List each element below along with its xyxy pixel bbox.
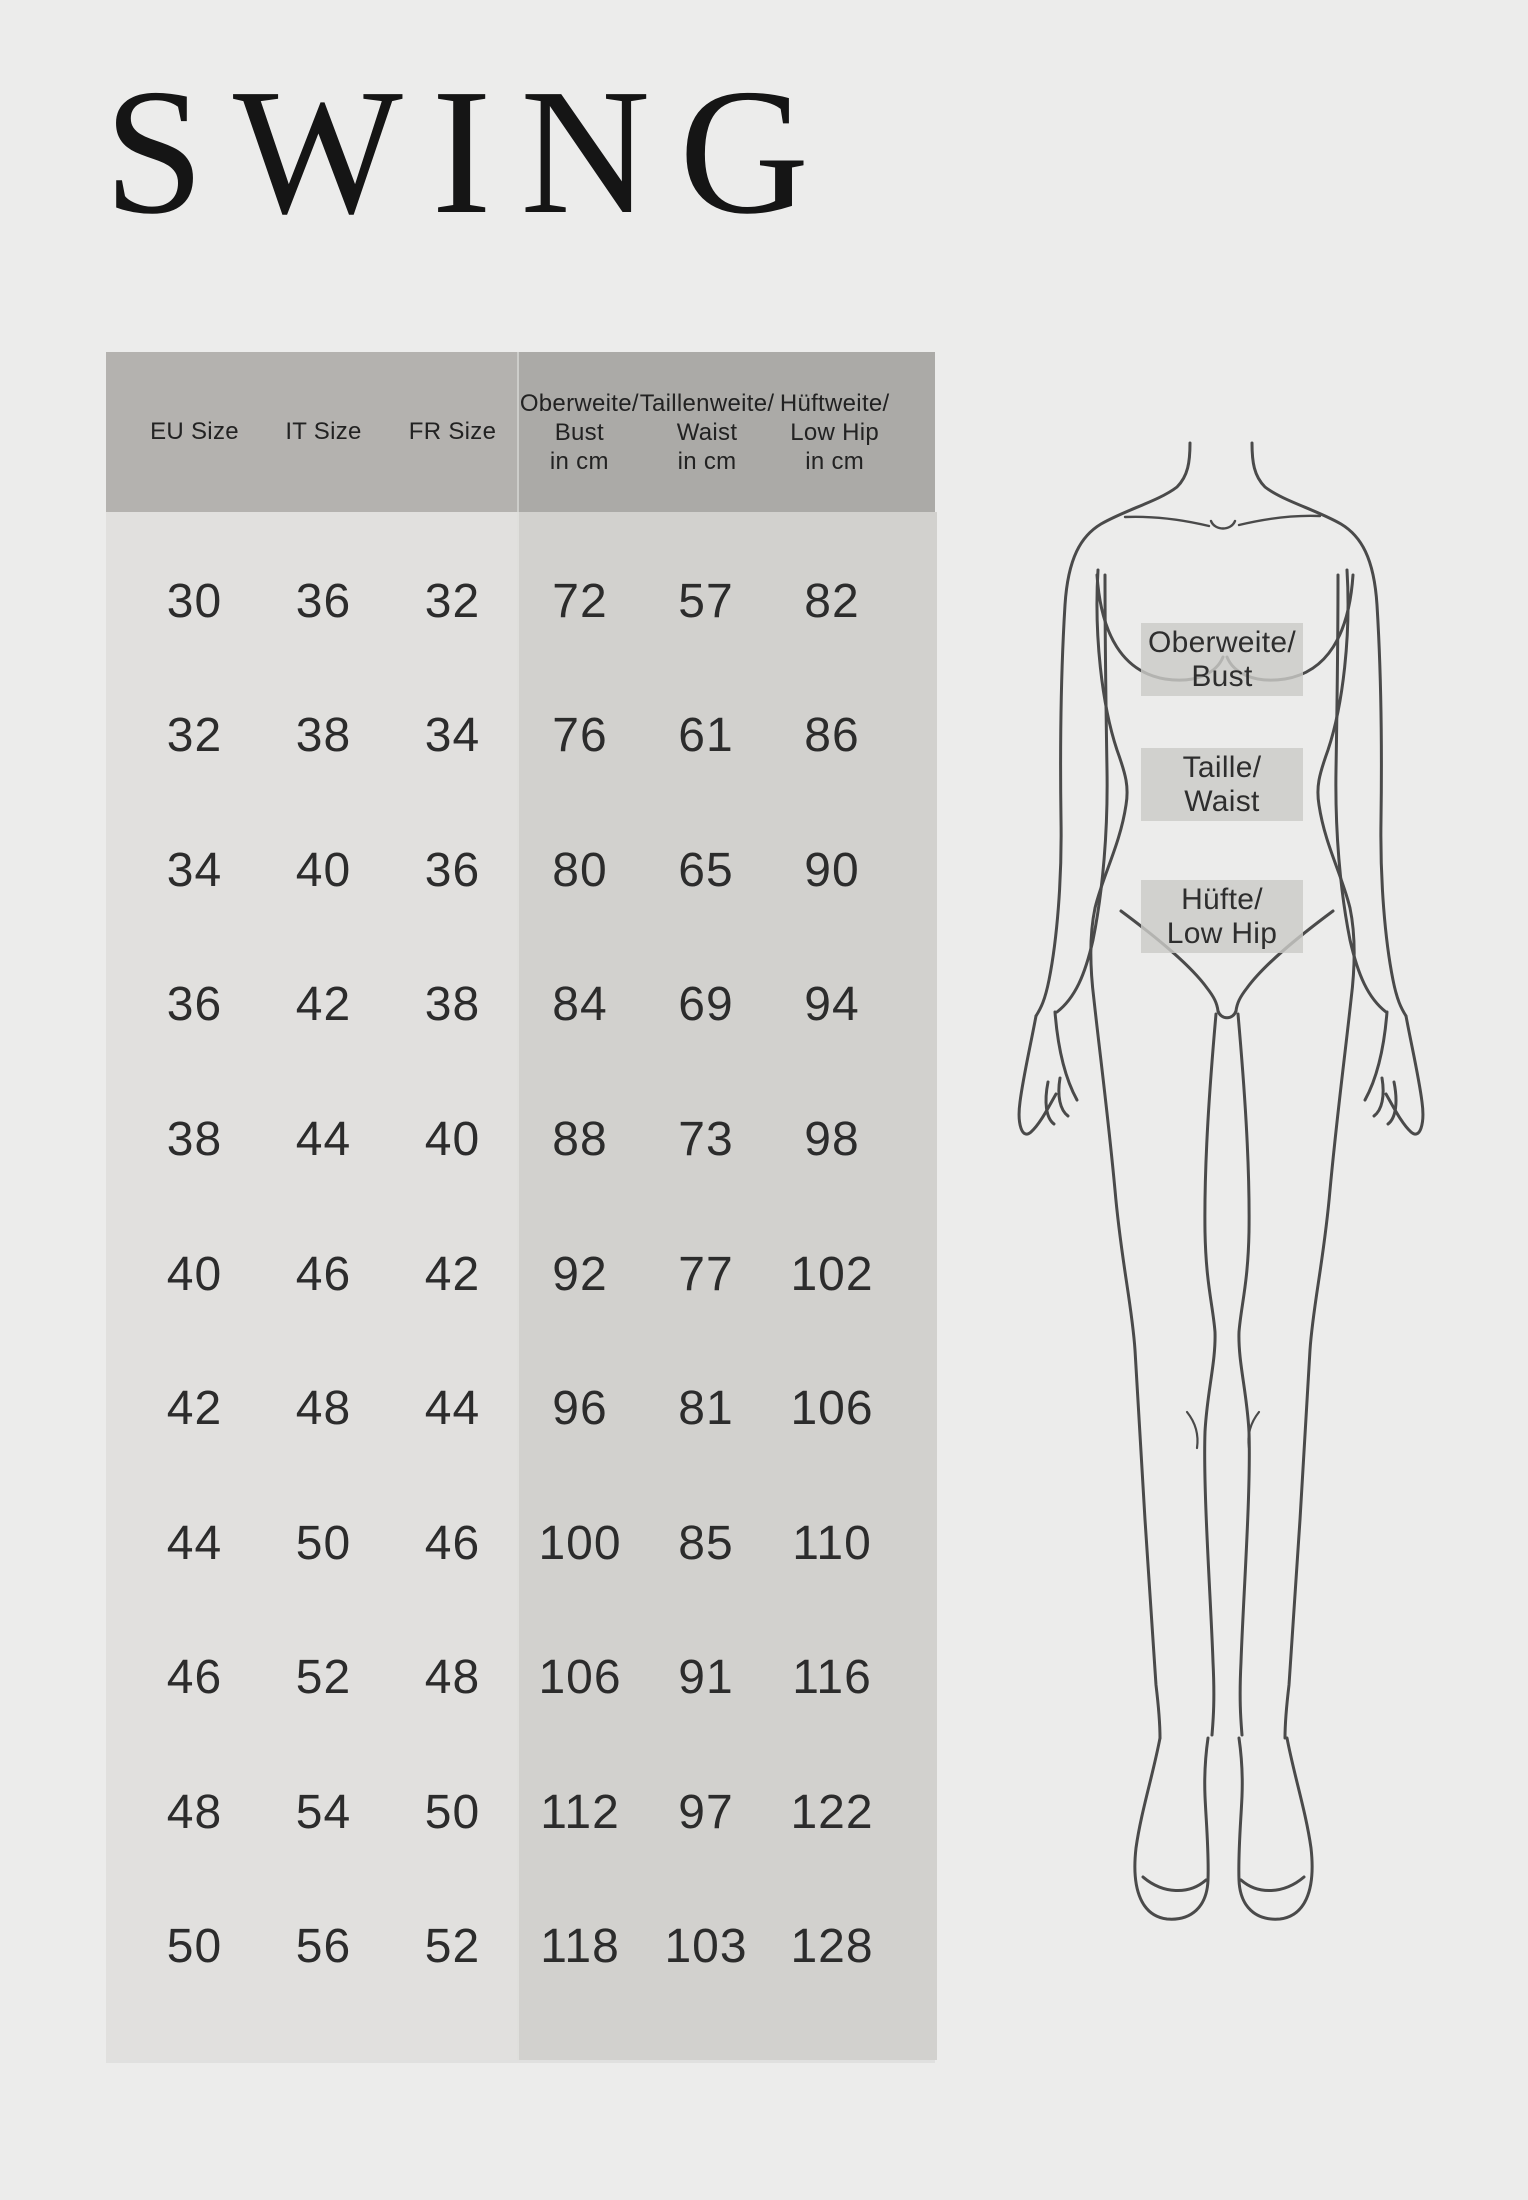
size-value-cell: 38 (295, 709, 352, 763)
column-header-waist-de: Taillenweite/ (639, 389, 775, 417)
figure-inner-leg-left (1205, 1014, 1216, 1735)
row-measurements-group (517, 534, 935, 669)
size-value-cell: 90 (804, 843, 860, 897)
row-sizes-group (106, 1476, 517, 1611)
size-value-cell: 98 (804, 1112, 860, 1166)
size-value-cell: 88 (552, 1112, 608, 1166)
figure-inner-leg-right (1238, 1014, 1249, 1735)
table-row (106, 1610, 935, 1745)
size-value-cell: 32 (166, 709, 223, 763)
column-header-eu-size: EU Size (150, 418, 239, 445)
size-value-cell: 34 (424, 709, 481, 763)
size-value-cell: 84 (552, 978, 608, 1032)
size-value-cell: 82 (804, 574, 860, 628)
size-value-cell: 69 (678, 978, 734, 1032)
row-sizes-group (106, 1879, 517, 2014)
row-sizes-group (106, 1207, 517, 1342)
table-body (106, 512, 935, 2060)
size-value-cell: 52 (424, 1920, 481, 1974)
size-value-cell: 44 (166, 1516, 223, 1570)
row-measurements-group (517, 1879, 935, 2014)
figure-neck-notch (1211, 521, 1235, 529)
brand-logo: SWING (104, 52, 838, 251)
size-value-cell: 122 (790, 1785, 874, 1839)
waist-label-de: Taille/ (1182, 750, 1262, 784)
header-group-sizes (106, 352, 517, 512)
row-sizes-group (106, 938, 517, 1073)
figure-torso-leg-outer-right (1285, 570, 1354, 1738)
size-value-cell: 106 (790, 1382, 874, 1436)
column-header-bust-de: Oberweite/ (519, 389, 639, 417)
size-value-cell: 40 (166, 1247, 223, 1301)
size-value-cell: 36 (295, 574, 352, 628)
size-value-cell: 40 (295, 843, 352, 897)
hip-label-de: Hüfte/ (1181, 882, 1263, 916)
column-header-low-hip-unit: in cm (805, 447, 865, 475)
size-value-cell: 57 (678, 574, 734, 628)
size-value-cell: 94 (804, 978, 860, 1032)
size-value-cell: 86 (804, 709, 860, 763)
size-value-cell: 106 (538, 1651, 622, 1705)
size-value-cell: 48 (424, 1651, 481, 1705)
table-row (106, 534, 935, 669)
header-group-measurements (517, 352, 935, 512)
row-measurements-group (517, 1072, 935, 1207)
table-row (106, 1476, 935, 1611)
size-value-cell: 118 (540, 1920, 620, 1974)
size-value-cell: 44 (295, 1112, 352, 1166)
size-value-cell: 48 (295, 1382, 352, 1436)
row-measurements-group (517, 1341, 935, 1476)
waist-label-en: Waist (1184, 784, 1260, 818)
row-measurements-group (517, 669, 935, 804)
column-header-low-hip-en: Low Hip (790, 418, 880, 446)
figure-knee-crease-left (1187, 1412, 1198, 1448)
size-value-cell: 65 (678, 843, 734, 897)
figure-crotch-curve (1218, 1011, 1236, 1018)
column-header-low-hip (774, 352, 895, 512)
size-value-cell: 72 (552, 574, 608, 628)
size-value-cell: 42 (166, 1382, 223, 1436)
bust-label-en: Bust (1191, 659, 1253, 693)
size-value-cell: 116 (792, 1651, 872, 1705)
size-value-cell: 73 (678, 1112, 734, 1166)
row-sizes-group (106, 803, 517, 938)
figure-collarbone-right (1239, 516, 1320, 525)
size-value-cell: 36 (166, 978, 223, 1032)
size-value-cell: 46 (295, 1247, 352, 1301)
size-value-cell: 85 (678, 1516, 734, 1570)
hip-measurement-label (1141, 880, 1303, 953)
row-sizes-group (106, 1745, 517, 1880)
size-value-cell: 96 (552, 1382, 608, 1436)
size-value-cell: 128 (790, 1920, 874, 1974)
column-header-waist (640, 352, 775, 512)
column-header-bust-en: Bust (554, 418, 604, 446)
size-value-cell: 36 (424, 843, 481, 897)
bust-label-de: Oberweite/ (1147, 625, 1297, 659)
size-value-cell: 46 (166, 1651, 223, 1705)
figure-collarbone-left (1125, 517, 1209, 526)
size-value-cell: 42 (424, 1247, 481, 1301)
table-row (106, 1879, 935, 2014)
column-header-fr-size: FR Size (408, 418, 497, 445)
table-row (106, 1207, 935, 1342)
figure-hand-right (1386, 1016, 1423, 1134)
column-header-low-hip-de: Hüftweite/ (779, 389, 890, 417)
figure-toe-line-left (1143, 1877, 1206, 1891)
row-sizes-group (106, 534, 517, 669)
row-measurements-group (517, 1207, 935, 1342)
size-value-cell: 32 (424, 574, 481, 628)
size-value-cell: 112 (540, 1785, 620, 1839)
size-value-cell: 81 (678, 1382, 734, 1436)
figure-foot-left (1135, 1738, 1208, 1919)
size-value-cell: 92 (552, 1247, 608, 1301)
figure-finger-left-2 (1059, 1078, 1068, 1116)
size-value-cell: 103 (664, 1920, 748, 1974)
column-header-it-size: IT Size (285, 418, 362, 445)
size-value-cell: 30 (166, 574, 223, 628)
figure-torso-leg-outer-left (1091, 570, 1160, 1738)
table-row (106, 1072, 935, 1207)
size-table (106, 352, 935, 2060)
size-value-cell: 50 (166, 1920, 223, 1974)
size-value-cell: 50 (295, 1516, 352, 1570)
figure-hand-left (1019, 1016, 1056, 1134)
column-header-waist-unit: in cm (677, 447, 737, 475)
row-sizes-group (106, 1341, 517, 1476)
size-value-cell: 56 (295, 1920, 352, 1974)
row-measurements-group (517, 1476, 935, 1611)
row-measurements-group (517, 1610, 935, 1745)
size-value-cell: 52 (295, 1651, 352, 1705)
size-value-cell: 34 (166, 843, 223, 897)
size-value-cell: 42 (295, 978, 352, 1032)
size-value-cell: 76 (552, 709, 608, 763)
table-header-row (106, 352, 935, 512)
row-sizes-group (106, 669, 517, 804)
size-value-cell: 38 (424, 978, 481, 1032)
column-header-waist-en: Waist (676, 418, 738, 446)
size-value-cell: 44 (424, 1382, 481, 1436)
column-header-bust-unit: in cm (549, 447, 609, 475)
size-value-cell: 46 (424, 1516, 481, 1570)
row-sizes-group (106, 1072, 517, 1207)
row-sizes-group (106, 1610, 517, 1745)
size-value-cell: 48 (166, 1785, 223, 1839)
table-row (106, 1341, 935, 1476)
size-value-cell: 54 (295, 1785, 352, 1839)
table-row (106, 803, 935, 938)
table-row (106, 669, 935, 804)
size-value-cell: 61 (678, 709, 734, 763)
row-measurements-group (517, 1745, 935, 1880)
column-header-bust (519, 352, 640, 512)
figure-finger-right-2 (1374, 1078, 1383, 1116)
size-value-cell: 110 (792, 1516, 872, 1570)
bust-measurement-label (1141, 623, 1303, 696)
size-value-cell: 50 (424, 1785, 481, 1839)
waist-measurement-label (1141, 748, 1303, 821)
size-value-cell: 102 (790, 1247, 874, 1301)
row-measurements-group (517, 938, 935, 1073)
size-value-cell: 97 (678, 1785, 734, 1839)
size-value-cell: 80 (552, 843, 608, 897)
body-measurement-figure (1005, 400, 1525, 1960)
table-row (106, 1745, 935, 1880)
size-value-cell: 38 (166, 1112, 223, 1166)
size-value-cell: 91 (678, 1651, 734, 1705)
size-value-cell: 77 (678, 1247, 734, 1301)
figure-toe-line-right (1241, 1877, 1304, 1891)
size-value-cell: 100 (538, 1516, 622, 1570)
hip-label-en: Low Hip (1166, 916, 1278, 950)
table-row (106, 938, 935, 1073)
row-measurements-group (517, 803, 935, 938)
figure-foot-right (1239, 1738, 1312, 1919)
size-value-cell: 40 (424, 1112, 481, 1166)
